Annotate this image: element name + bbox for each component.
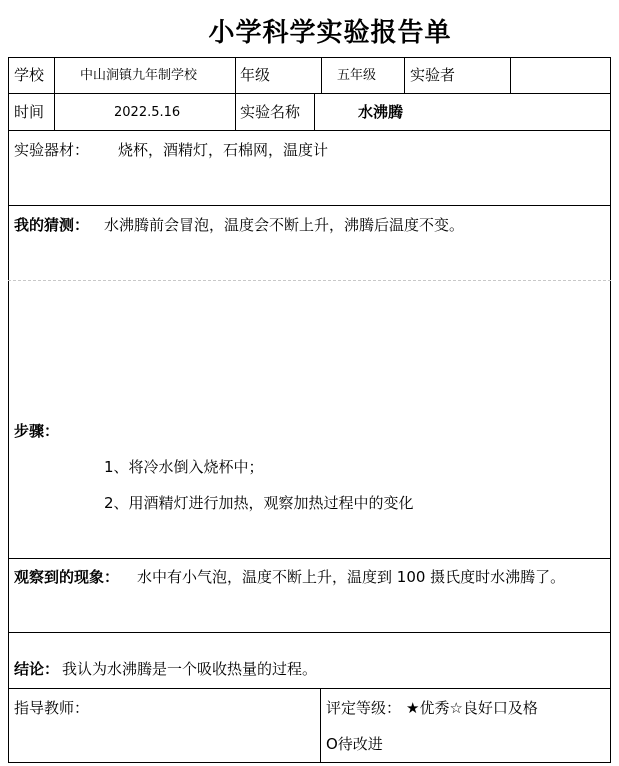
divider-col2 xyxy=(235,57,236,131)
equipment-label: 实验器材： xyxy=(14,141,90,159)
experiment-name-label: 实验名称 xyxy=(240,103,301,121)
time-value: 2022.5.16 xyxy=(114,105,181,120)
observation-label: 观察到的现象： xyxy=(14,568,120,586)
conclusion-label: 结论： xyxy=(14,660,60,678)
observation-value: 水中有小气泡，温度不断上升，温度到 100 摄氏度时水沸腾了。 xyxy=(137,568,566,586)
rating-options: ★优秀☆良好口及格 xyxy=(406,699,538,717)
report-table xyxy=(8,57,611,763)
step-item-1: 1、将冷水倒入烧杯中； xyxy=(104,458,264,476)
equipment-value: 烧杯，酒精灯，石棉网，温度计 xyxy=(118,141,329,159)
report-title: 小学科学实验报告单 xyxy=(208,18,452,48)
divider-observation xyxy=(8,632,611,633)
divider-col3 xyxy=(321,57,322,94)
divider-col-row2 xyxy=(314,94,315,131)
school-value: 中山涧镇九年制学校 xyxy=(80,68,198,83)
divider-col1 xyxy=(54,57,55,131)
border-left xyxy=(8,57,9,763)
guess-value: 水沸腾前会冒泡，温度会不断上升，沸腾后温度不变。 xyxy=(104,216,465,234)
divider-row2 xyxy=(8,130,611,131)
divider-guess-dashed xyxy=(8,280,611,281)
guess-label: 我的猜测： xyxy=(14,216,90,234)
divider-row1 xyxy=(8,93,611,94)
conclusion-value: 我认为水沸腾是一个吸收热量的过程。 xyxy=(62,660,318,678)
experiment-name-value: 水沸腾 xyxy=(358,103,404,121)
teacher-label: 指导教师： xyxy=(14,699,90,717)
divider-conclusion xyxy=(8,688,611,689)
divider-equipment xyxy=(8,205,611,206)
border-bottom xyxy=(8,762,611,763)
divider-footer xyxy=(320,688,321,763)
grade-value: 五年级 xyxy=(337,68,377,83)
step-item-2: 2、用酒精灯进行加热，观察加热过程中的变化 xyxy=(104,494,414,512)
time-label: 时间 xyxy=(14,103,45,121)
border-right xyxy=(610,57,611,763)
divider-col5 xyxy=(510,57,511,94)
rating-label: 评定等级： xyxy=(326,699,402,717)
school-label: 学校 xyxy=(14,66,45,84)
grade-label: 年级 xyxy=(240,66,271,84)
divider-col4 xyxy=(404,57,405,94)
steps-label: 步骤： xyxy=(14,422,60,440)
divider-steps xyxy=(8,558,611,559)
experimenter-label: 实验者 xyxy=(410,66,456,84)
border-top xyxy=(8,57,611,58)
rating-options-2: O待改进 xyxy=(326,735,383,753)
